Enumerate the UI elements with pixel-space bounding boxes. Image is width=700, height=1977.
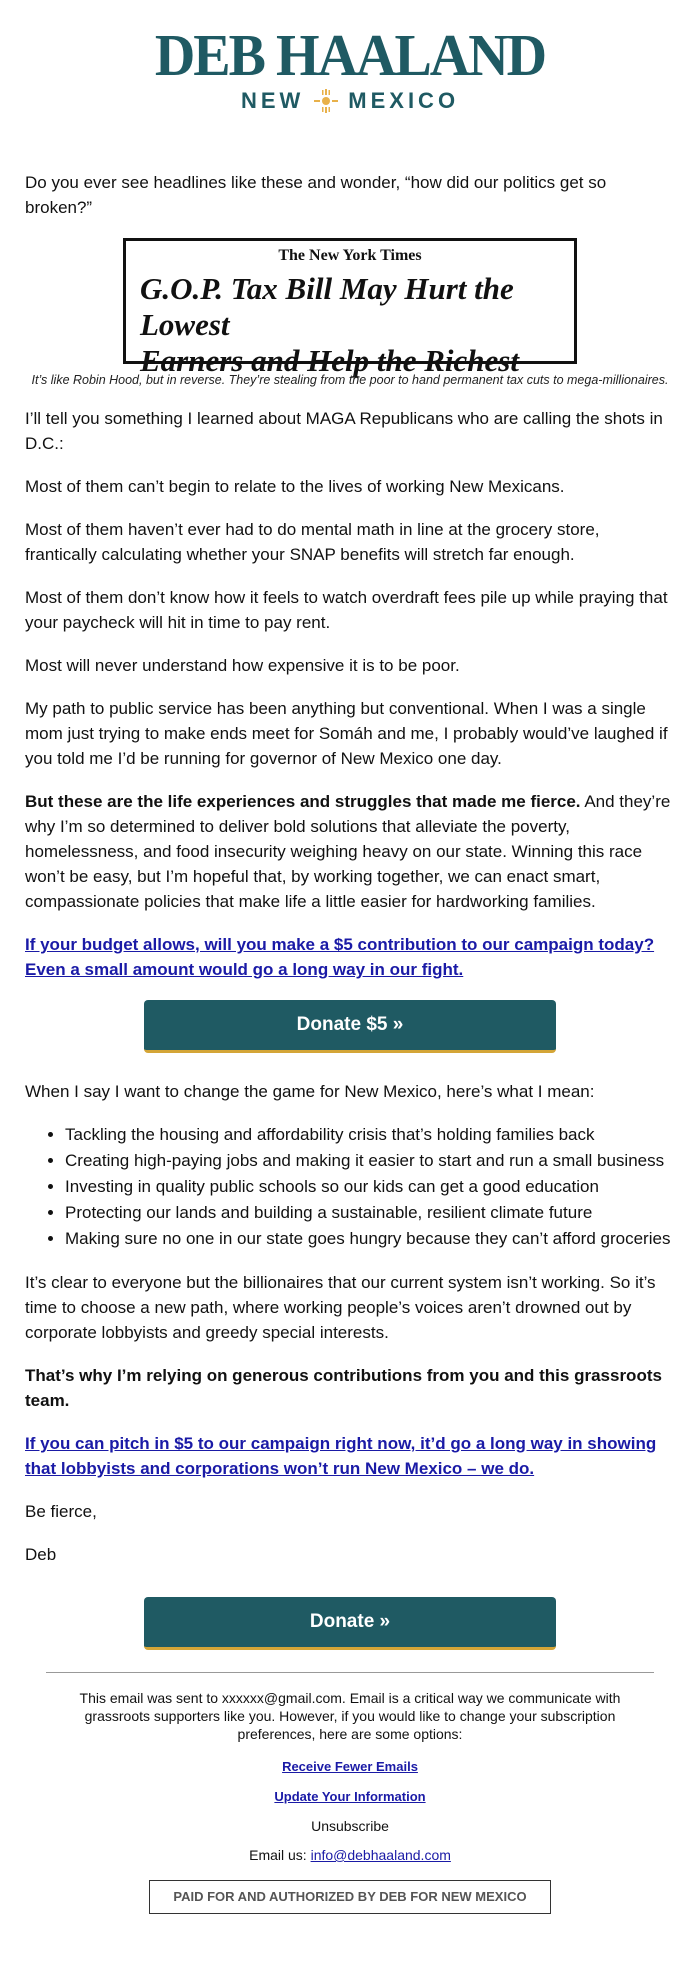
relying-bold: That’s why I’m relying on generous contributions from you and this grassroots team. <box>25 1366 662 1410</box>
paragraph-grocery: Most of them haven’t ever had to do mental math in line at the grocery store, frantically calculating whether your SNAP benefits will stretch far enough. <box>25 520 600 564</box>
nyt-clipping <box>123 238 577 378</box>
logo-name: DEB HAALAND <box>154 23 546 89</box>
list-item: • Protecting our lands and building a sustainable, resilient climate future <box>65 1200 675 1226</box>
receive-fewer-emails-link[interactable]: Receive Fewer Emails <box>282 1759 418 1774</box>
paragraph-relying <box>25 1363 675 1413</box>
list-item: • Investing in quality public schools so our kids can get a good education <box>65 1174 675 1200</box>
footer <box>0 1673 700 1914</box>
cta-paragraph-1 <box>25 932 675 982</box>
paragraph-fierce <box>25 789 675 914</box>
list-item: • Making sure no one in our state goes hungry because they can’t afford groceries <box>65 1226 675 1252</box>
donate-5-button[interactable]: Donate $5 » <box>144 1000 556 1053</box>
zia-sun-icon <box>314 89 338 113</box>
contribute-link-2[interactable]: If you can pitch in $5 to our campaign right now, it’d go a long way in showing that lobbyists and corporations won’t run New Mexico – we do. <box>25 1434 657 1478</box>
nyt-masthead: The New York Times <box>278 247 422 264</box>
logo-header <box>0 0 700 120</box>
paragraph-overdraft: Most of them don’t know how it feels to watch overdraft fees pile up while praying that your paycheck will hit in time to pay rent. <box>25 588 668 632</box>
paragraph-maga: I’ll tell you something I learned about MAGA Republicans who are calling the shots in D.C.: <box>25 409 663 453</box>
logo-sub-left: NEW <box>240 88 305 113</box>
paragraph-change: When I say I want to change the game for New Mexico, here’s what I mean: <box>25 1082 595 1101</box>
nyt-headline-line2: Earners and Help the Richest <box>140 343 519 378</box>
nyt-headline <box>126 265 574 379</box>
signoff: Be fierce, <box>25 1502 97 1521</box>
nyt-headline-line1: G.O.P. Tax Bill May Hurt the Lowest <box>140 271 514 342</box>
paragraph-relate: Most of them can’t begin to relate to the lives of working New Mexicans. <box>25 477 565 496</box>
paragraph-poor: Most will never understand how expensive it is to be poor. <box>25 656 460 675</box>
donate-row <box>25 1597 675 1650</box>
logo-sub-right: MEXICO <box>348 88 460 113</box>
paragraph-path: My path to public service has been anything but conventional. When I was a single mom just trying to make ends meet for Somáh and me, I probably would’ve laughed if you told me I’d be running for governor of New Mexico one day. <box>25 699 668 768</box>
intro-paragraph: Do you ever see headlines like these and wonder, “how did our politics get so broken?” <box>25 173 607 217</box>
email-label: Email us: <box>249 1847 311 1863</box>
email-us <box>0 1846 700 1864</box>
fierce-rest: And they’re why I’m so determined to deliver bold solutions that alleviate the poverty, homelessness, and food insecurity weighing heavy on our state. Winning this race won’t be easy, but I’m hopeful that, by working together, we can enact smart, compassionate policies that make life a little easier for hardworking families. <box>25 792 671 911</box>
footer-notice: This email was sent to xxxxxx@gmail.com. Email is a critical way we communicate with grassroots supporters like you. However, if you would like to change your subscription preferences, here are some options: <box>79 1690 621 1742</box>
paid-for-disclaimer: PAID FOR AND AUTHORIZED BY DEB FOR NEW MEXICO <box>149 1880 551 1914</box>
contribute-link-1[interactable]: If your budget allows, will you make a $5 contribution to our campaign today? Even a small amount would go a long way in our fight. <box>25 935 655 979</box>
donate-button[interactable]: Donate » <box>144 1597 556 1650</box>
signature: Deb <box>25 1545 57 1564</box>
clipping-caption: It’s like Robin Hood, but in reverse. They’re stealing from the poor to hand permanent tax cuts to mega-millionaires. <box>31 373 669 387</box>
priorities-list <box>25 1122 675 1252</box>
logo-subtitle <box>0 88 700 114</box>
list-item: • Tackling the housing and affordability crisis that’s holding families back <box>65 1122 675 1148</box>
fierce-bold: But these are the life experiences and struggles that made me fierce. <box>25 792 581 811</box>
main-content <box>0 170 700 1650</box>
list-item: • Creating high-paying jobs and making it easier to start and run a small business <box>65 1148 675 1174</box>
cta-paragraph-2 <box>25 1431 675 1481</box>
donate5-row <box>25 1000 675 1053</box>
email-link[interactable]: info@debhaaland.com <box>310 1847 451 1863</box>
paragraph-system: It’s clear to everyone but the billionaires that our current system isn’t working. So it’s time to choose a new path, where working people’s voices aren’t drowned out by corporate lobbyists and greedy special interests. <box>25 1273 656 1342</box>
unsubscribe-link[interactable]: Unsubscribe <box>311 1818 389 1834</box>
update-information-link[interactable]: Update Your Information <box>274 1789 426 1804</box>
